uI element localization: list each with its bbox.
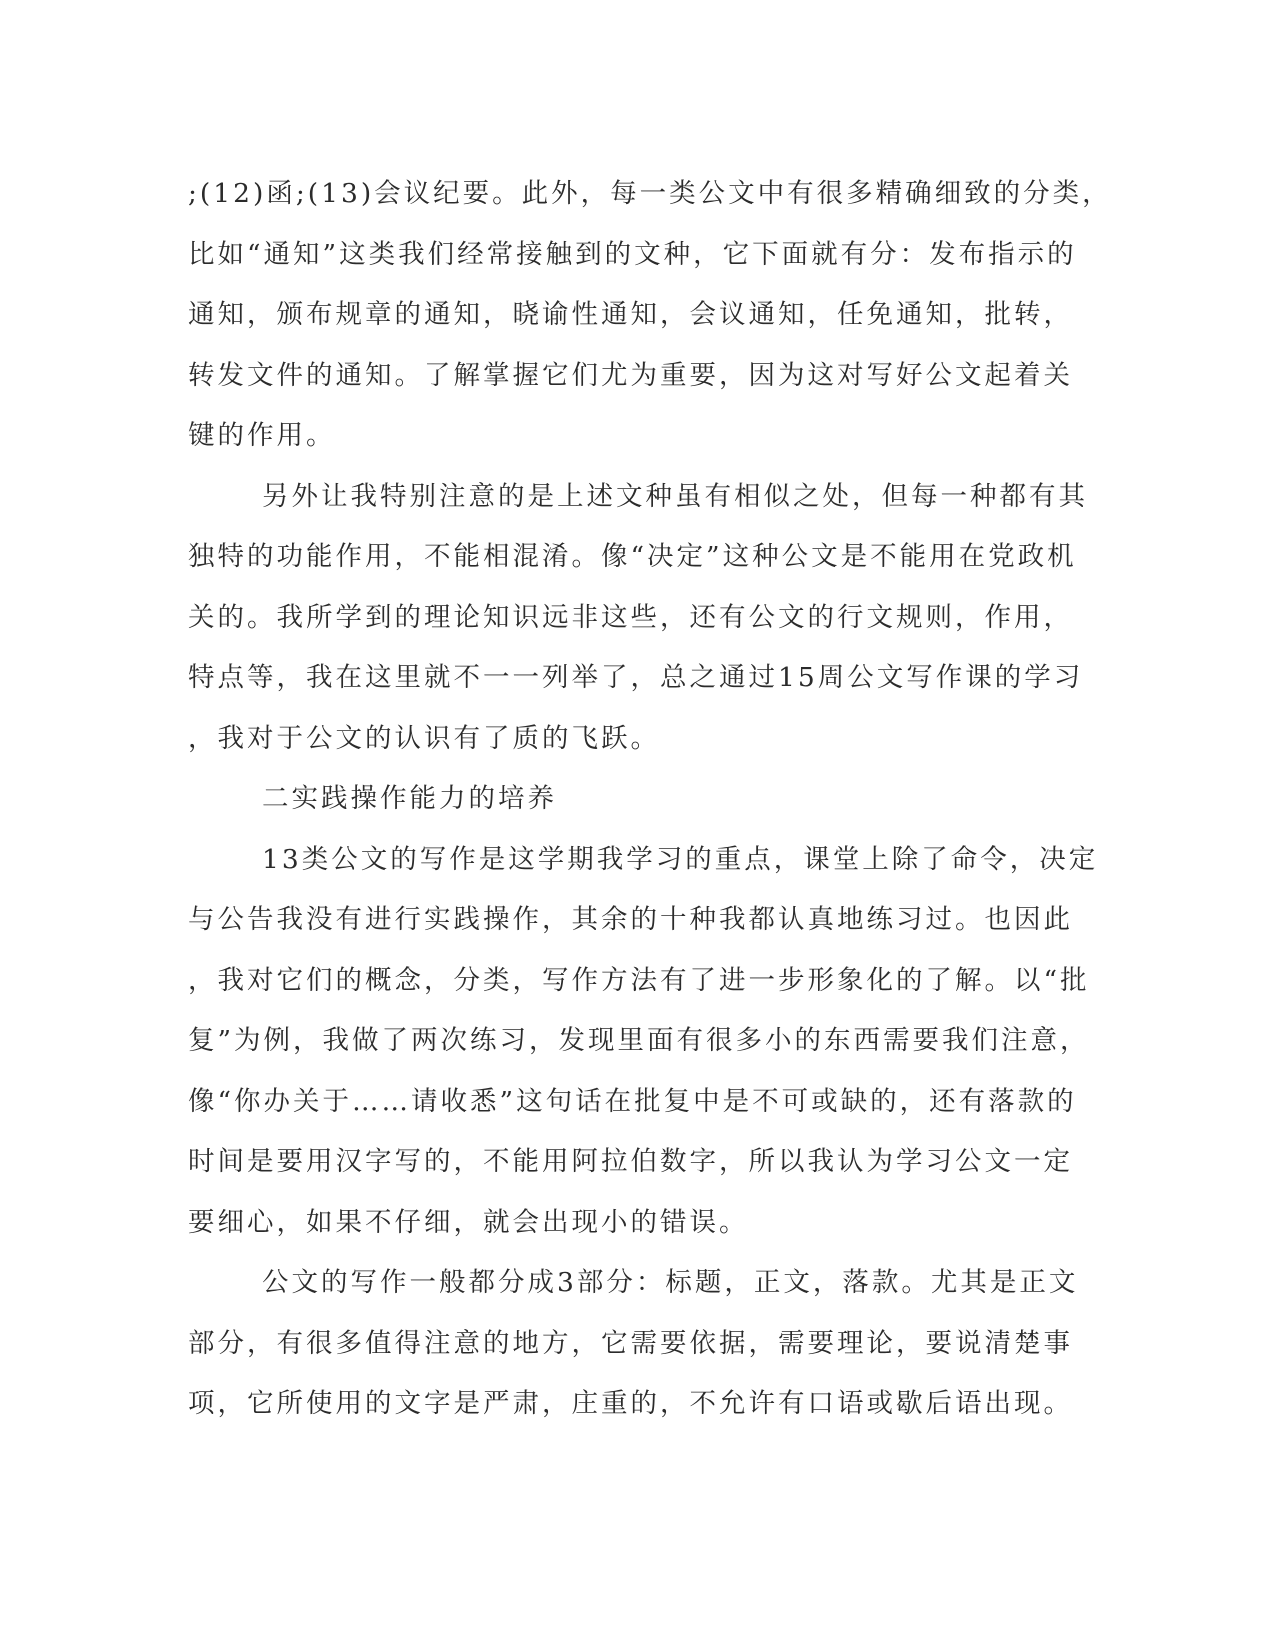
text-line: 部分，有很多值得注意的地方，它需要依据，需要理论，要说清楚事 [188, 1327, 1073, 1359]
text-line: 转发文件的通知。了解掌握它们尤为重要，因为这对写好公文起着关 [188, 359, 1073, 391]
text-line: 独特的功能作用，不能相混淆。像“决定”这种公文是不能用在党政机 [188, 541, 1077, 572]
section-heading: 二实践操作能力的培养 [262, 783, 557, 814]
text-line: 要细心，如果不仔细，就会出现小的错误。 [188, 1206, 749, 1238]
text-line: 与公告我没有进行实践操作，其余的十种我都认真地练习过。也因此 [188, 904, 1073, 935]
text-line: 键的作用。 [188, 420, 336, 451]
body-text [188, 164, 1112, 1435]
text-line: ;(12)函;(13)会议纪要。此外，每一类公文中有很多精确细致的分类， [188, 178, 1112, 209]
paragraph-start-line: 公文的写作一般都分成3部分：标题，正文，落款。尤其是正文 [262, 1267, 1079, 1298]
text-line: 关的。我所学到的理论知识远非这些，还有公文的行文规则，作用， [188, 601, 1073, 633]
text-line: 复”为例，我做了两次练习，发现里面有很多小的东西需要我们注意， [188, 1025, 1090, 1056]
text-line: 时间是要用汉字写的，不能用阿拉伯数字，所以我认为学习公文一定 [188, 1146, 1073, 1177]
text-line: 像“你办关于……请收悉”这句话在批复中是不可或缺的，还有落款的 [188, 1085, 1077, 1117]
text-line: 比如“通知”这类我们经常接触到的文种，它下面就有分：发布指示的 [188, 238, 1077, 270]
text-line: ，我对于公文的认识有了质的飞跃。 [188, 722, 660, 754]
text-line: 特点等，我在这里就不一一列举了，总之通过15周公文写作课的学习 [188, 662, 1084, 693]
text-line: 通知，颁布规章的通知，晓谕性通知，会议通知，任免通知，批转， [188, 299, 1073, 330]
text-line: ，我对它们的概念，分类，写作方法有了进一步形象化的了解。以“批 [188, 964, 1090, 996]
paragraph-start-line: 13类公文的写作是这学期我学习的重点，课堂上除了命令，决定 [262, 843, 1099, 875]
text-line: 项，它所使用的文字是严肃，庄重的，不允许有口语或歇后语出现。 [188, 1388, 1073, 1419]
paragraph-start-line: 另外让我特别注意的是上述文种虽有相似之处，但每一种都有其 [262, 480, 1088, 512]
